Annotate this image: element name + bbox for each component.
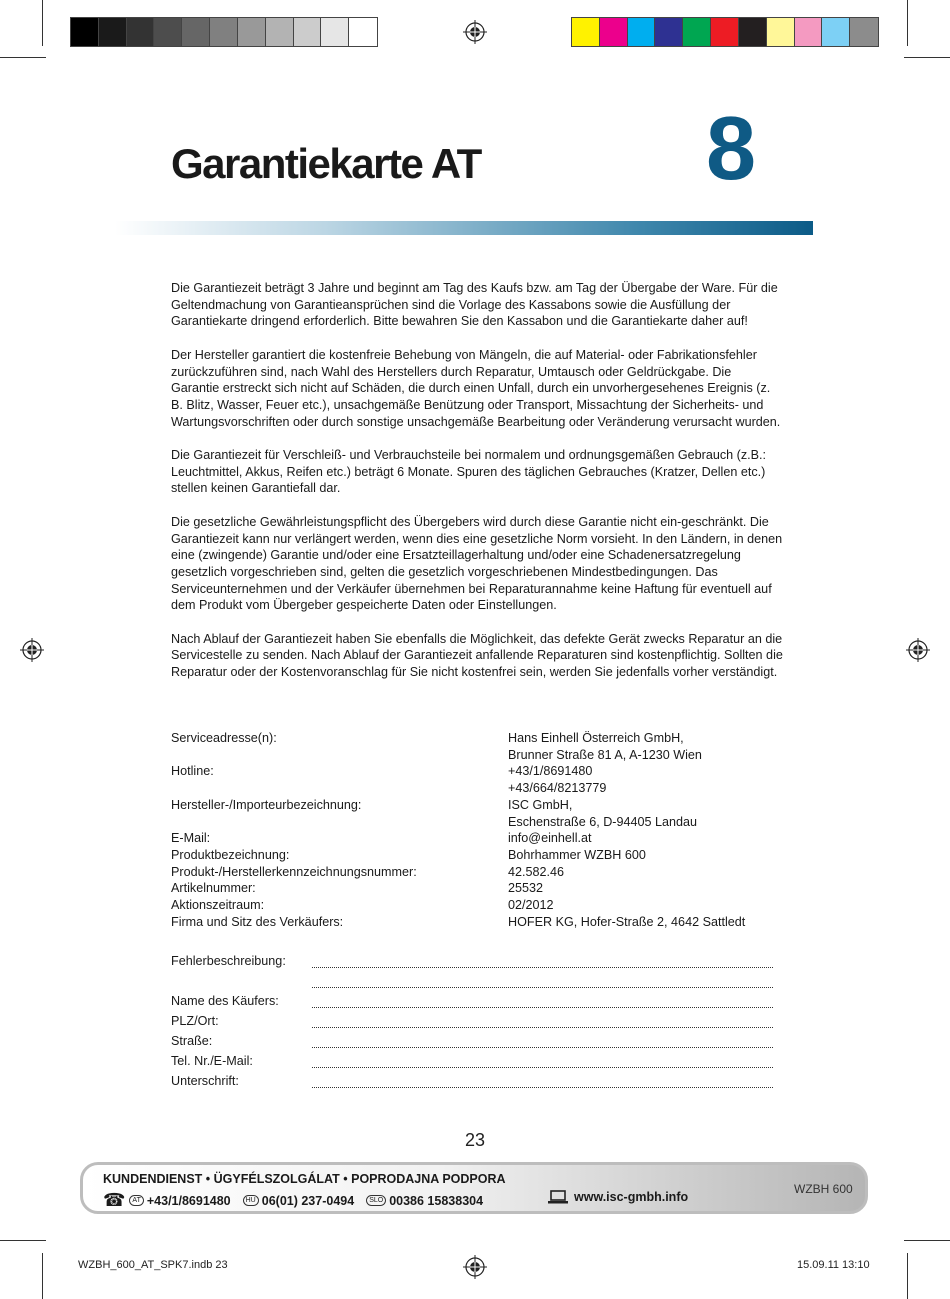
- color-swatch: [767, 18, 795, 46]
- info-label: Produkt-/Herstellerkennzeichnungsnummer:: [171, 864, 417, 879]
- info-value: HOFER KG, Hofer-Straße 2, 4642 Sattledt: [508, 914, 746, 929]
- zip-city-field[interactable]: [312, 1016, 773, 1028]
- registration-mark-icon: [906, 638, 930, 662]
- info-value: 25532: [508, 881, 544, 896]
- color-swatch: [600, 18, 628, 46]
- info-row: [171, 730, 783, 763]
- flag-hu-badge: HU: [243, 1195, 259, 1206]
- signature-label: Unterschrift:: [171, 1074, 239, 1088]
- email-link[interactable]: info@einhell.at: [508, 831, 592, 846]
- gray-swatch: [266, 18, 294, 46]
- crop-mark: [0, 1240, 46, 1241]
- registration-mark-icon: [463, 20, 487, 44]
- form-row: [171, 968, 773, 988]
- info-row: [171, 914, 783, 931]
- gray-swatch: [71, 18, 99, 46]
- info-value-line: +43/1/8691480: [508, 764, 593, 779]
- buyer-name-field[interactable]: [312, 996, 773, 1008]
- info-value: 42.582.46: [508, 864, 565, 879]
- fault-description-field[interactable]: [312, 956, 773, 968]
- registration-mark-icon: [463, 1255, 487, 1279]
- info-value-line: +43/664/8213779: [508, 781, 607, 796]
- service-info-table: [171, 730, 783, 930]
- crop-mark: [0, 57, 46, 58]
- street-label: Straße:: [171, 1034, 213, 1048]
- crop-mark: [904, 1240, 950, 1241]
- gray-swatch: [238, 18, 266, 46]
- flag-slo-badge: SLO: [366, 1195, 386, 1206]
- gray-swatch: [154, 18, 182, 46]
- info-label: Artikelnummer:: [171, 881, 256, 896]
- info-value: 02/2012: [508, 898, 554, 913]
- paragraph: Der Hersteller garantiert die kostenfreie Behebung von Mängeln, die auf Material- oder Fabrikationsfehler zurückzuführen sind, nach Wahl des Herstellers durch Reparatur, Umtausch oder Geldrückgabe. Die Garantie erstreckt sich nicht auf Schäden, die durch einen Unfall, durch ein unvorhergesehenes Ereignis (z. B. Blitz, Wasser, Feuer etc.), unsachgemäße Benützung oder Transport, Missachtung der Sicherheits- und Wartungsvorschriften oder durch sonstige unsachgemäße Bearbeitung oder Veränderung verursacht wurden.: [171, 347, 781, 429]
- form-row: [171, 988, 773, 1008]
- customer-form: [171, 948, 773, 1088]
- chapter-number: 8: [706, 99, 757, 199]
- info-value-line: Eschenstraße 6, D-94405 Landau: [508, 814, 698, 829]
- laptop-icon: [548, 1190, 568, 1204]
- website-link-group: [548, 1190, 688, 1204]
- gray-swatch: [182, 18, 210, 46]
- info-label: E-Mail:: [171, 831, 211, 846]
- gray-swatch: [294, 18, 322, 46]
- crop-mark: [907, 1253, 908, 1299]
- gray-swatch: [99, 18, 127, 46]
- crop-mark: [907, 0, 908, 46]
- registration-mark-icon: [20, 638, 44, 662]
- header-gradient-bar: [115, 221, 813, 235]
- page-title: Garantiekarte AT: [171, 140, 481, 187]
- phone-slo[interactable]: 00386 15838304: [389, 1193, 484, 1208]
- info-row: [171, 830, 783, 847]
- model-label: WZBH 600: [794, 1182, 853, 1196]
- gray-swatch: [210, 18, 238, 46]
- file-slug: WZBH_600_AT_SPK7.indb 23: [78, 1259, 228, 1271]
- info-value-line: Hans Einhell Österreich GmbH,: [508, 731, 684, 745]
- crop-mark: [42, 1253, 43, 1299]
- info-value: [508, 797, 783, 830]
- customer-service-title: KUNDENDIENST • ÜGYFÉLSZOLGÁLAT • POPRODAJNA PODPORA: [103, 1172, 506, 1186]
- phone-at[interactable]: +43/1/8691480: [146, 1193, 231, 1208]
- color-swatch: [628, 18, 656, 46]
- info-row: [171, 864, 783, 881]
- info-label: Firma und Sitz des Verkäufers:: [171, 914, 344, 929]
- tel-label: Tel. Nr./E-Mail:: [171, 1054, 253, 1068]
- color-swatch: [850, 18, 878, 46]
- color-swatch: [572, 18, 600, 46]
- page-number: 23: [464, 1130, 486, 1150]
- info-label: Hersteller-/Importeurbezeichnung:: [171, 797, 362, 812]
- form-row: [171, 1028, 773, 1048]
- flag-at-badge: AT: [129, 1195, 143, 1206]
- street-field[interactable]: [312, 1036, 773, 1048]
- phone-hu[interactable]: 06(01) 237-0494: [261, 1193, 355, 1208]
- grayscale-bar: [70, 17, 378, 47]
- info-row: [171, 880, 783, 897]
- crop-mark: [42, 0, 43, 46]
- hotline-numbers: [103, 1190, 483, 1211]
- gray-swatch: [349, 18, 377, 46]
- website-link[interactable]: www.isc-gmbh.info: [574, 1190, 689, 1204]
- color-swatch: [655, 18, 683, 46]
- color-swatch: [711, 18, 739, 46]
- info-value-line: Brunner Straße 81 A, A-1230 Wien: [508, 747, 702, 762]
- tel-email-field[interactable]: [312, 1056, 773, 1068]
- info-label: Produktbezeichnung:: [171, 847, 290, 862]
- info-value: [508, 730, 783, 763]
- form-row: [171, 948, 773, 968]
- info-row: [171, 847, 783, 864]
- info-row: [171, 797, 783, 830]
- info-label: Hotline:: [171, 764, 214, 779]
- buyer-name-label: Name des Käufers:: [171, 994, 279, 1008]
- fault-description-field-line-2[interactable]: [312, 976, 773, 988]
- color-swatch: [795, 18, 823, 46]
- color-bar: [571, 17, 879, 47]
- fault-label: Fehlerbeschreibung:: [171, 954, 286, 968]
- color-swatch: [739, 18, 767, 46]
- form-row: [171, 1008, 773, 1028]
- crop-mark: [904, 57, 950, 58]
- info-row: [171, 897, 783, 914]
- paragraph: Die Garantiezeit für Verschleiß- und Verbrauchsteile bei normalem und ordnungsgemäßen Gebrauch (z.B.: Leuchtmittel, Akkus, Reifen etc.) beträgt 6 Monate. Spuren des täglichen Gebrauches (Kratzer, Dellen etc.) stellen keinen Garantiefall dar.: [171, 448, 767, 496]
- form-row: [171, 1068, 773, 1088]
- info-label: Aktionszeitraum:: [171, 898, 265, 913]
- telephone-icon: ☎: [103, 1190, 126, 1210]
- warranty-text: [171, 280, 783, 698]
- paragraph: Die gesetzliche Gewährleistungspflicht des Übergebers wird durch diese Garantie nicht ein-geschränkt. Die Garantiezeit kann nur verlängert werden, wenn dies eine gesetzliche Norm vorsieht. In den Ländern, in denen eine (zwingende) Garantie und/oder eine Ersatzteillagerhaltung und/oder eine Schadenersatzregelung gesetzlich vorgeschrieben sind, gelten die gesetzlich vorgeschriebenen Mindestbedingungen. Das Serviceunternehmen und der Verkäufer übernehmen bei Reparaturannahme keine Haftung für eventuell auf dem Produkt vom Übergeber gespeicherte Daten oder Einstellungen.: [171, 514, 783, 613]
- info-row: [171, 763, 783, 796]
- gray-swatch: [321, 18, 349, 46]
- paragraph: Die Garantiezeit beträgt 3 Jahre und beginnt am Tag des Kaufs bzw. am Tag der Übergabe der Ware. Für die Geltendmachung von Garantieansprüchen sind die Vorlage des Kassabons sowie die Ausfüllung der Garantiekarte dringend erforderlich. Bitte bewahren Sie den Kassabon und die Garantiekarte daher auf!: [171, 281, 778, 329]
- signature-field[interactable]: [312, 1076, 773, 1088]
- color-swatch: [822, 18, 850, 46]
- info-value-line: ISC GmbH,: [508, 797, 573, 812]
- zip-label: PLZ/Ort:: [171, 1014, 219, 1028]
- form-row: [171, 1048, 773, 1068]
- info-value: Bohrhammer WZBH 600: [508, 847, 646, 862]
- info-value: [508, 763, 783, 796]
- paragraph: Nach Ablauf der Garantiezeit haben Sie ebenfalls die Möglichkeit, das defekte Gerät zwecks Reparatur an die Servicestelle zu senden. Nach Ablauf der Garantiezeit anfallende Reparaturen sind kostenpflichtig. Sollten die Reparatur oder der Kostenvoranschlag für Sie nicht kostenfrei sein, werden Sie jedenfalls vorher verständigt.: [171, 631, 783, 680]
- info-label: Serviceadresse(n):: [171, 731, 277, 745]
- color-swatch: [683, 18, 711, 46]
- date-slug: 15.09.11 13:10: [797, 1259, 870, 1271]
- gray-swatch: [127, 18, 155, 46]
